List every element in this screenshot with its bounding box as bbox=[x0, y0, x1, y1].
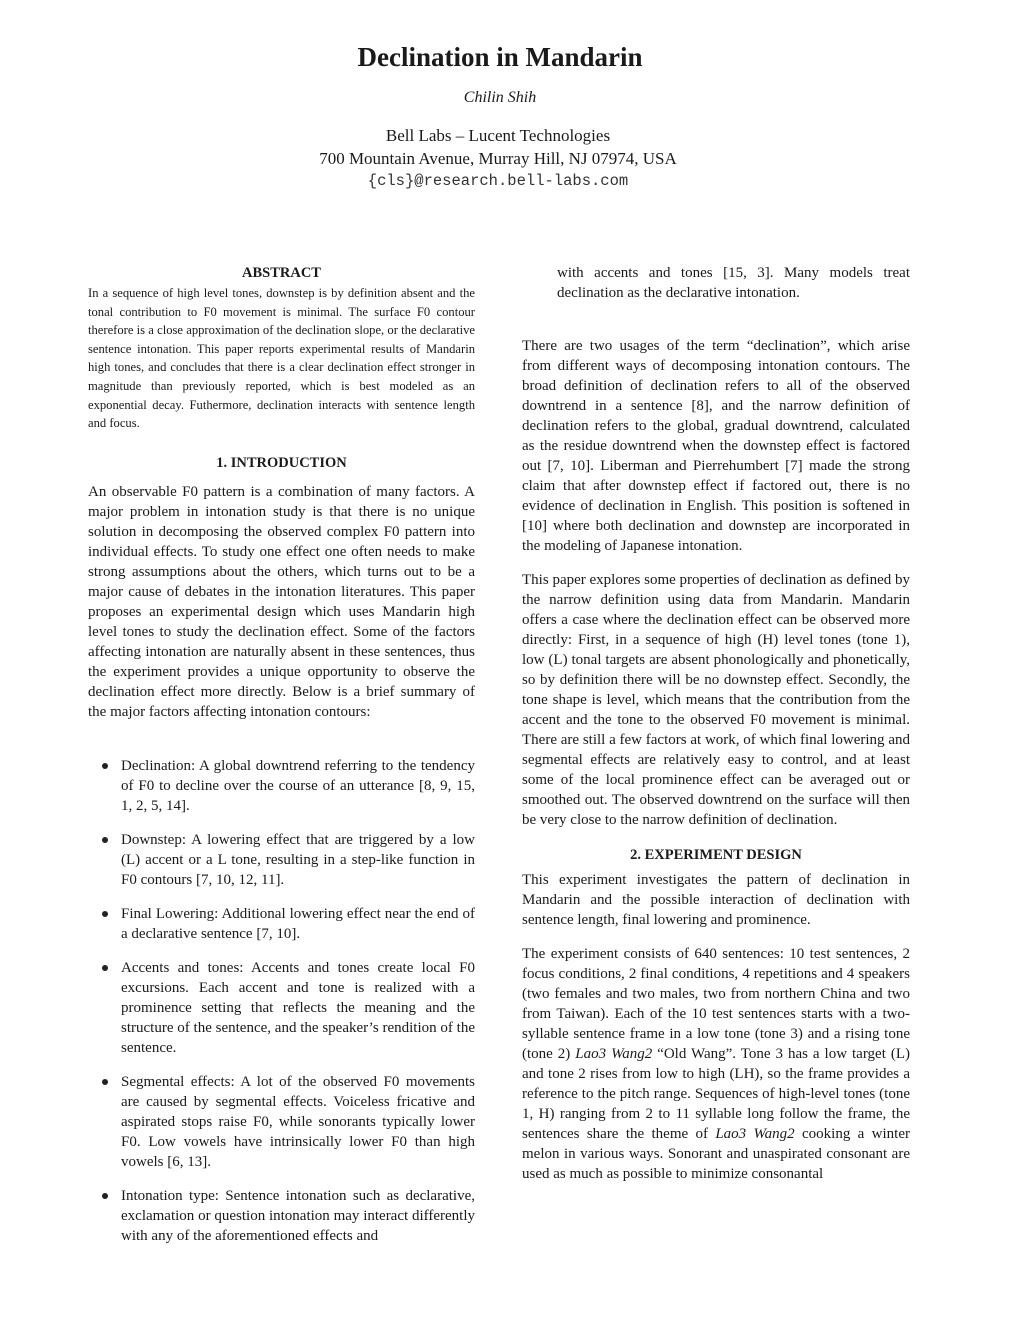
bullet-icon bbox=[102, 965, 108, 971]
left-column bbox=[88, 263, 475, 1260]
right-column bbox=[522, 263, 910, 1184]
bullet-icon bbox=[102, 763, 108, 769]
list-item bbox=[88, 1072, 475, 1172]
list-item bbox=[88, 958, 475, 1058]
abstract-heading: ABSTRACT bbox=[242, 265, 321, 281]
list-item bbox=[88, 1186, 475, 1246]
list-item-text: Final Lowering: Additional lowering effect near the end of a declarative sentence [7, 10]. bbox=[121, 905, 475, 942]
experiment-design-paragraph bbox=[522, 944, 910, 1184]
email-address: {cls}@research.bell-labs.com bbox=[367, 172, 629, 190]
affiliation-block bbox=[0, 124, 996, 193]
text-span: “Old Wang”. Tone 3 has a low target (L) and tone 2 rises from low to high (LH), so the frame provides a reference to the pitch range. Sequences of high-level tones (tone 1, H) ranging from 2 to 11 syllable long follow the frame, the sentences share the theme of bbox=[522, 1046, 911, 1142]
factor-list bbox=[88, 756, 475, 1246]
list-item bbox=[88, 756, 475, 816]
list-item-text: Segmental effects: A lot of the observed F0 movements are caused by segmental effects. Voiceless fricative and aspirated stops raise F0, while sonorants typically lower F0. Low vowels have intrinsically lower F0 than high vowels [6, 13]. bbox=[121, 1073, 475, 1170]
bullet-icon bbox=[102, 1079, 108, 1085]
list-item-text: Accents and tones: Accents and tones create local F0 excursions. Each accent and tone is realized with a prominence setting that reflects the meaning and the structure of the sentence, and the speaker’s rendition of the sentence. bbox=[121, 959, 475, 1056]
italic-term: Lao3 Wang2 bbox=[715, 1126, 795, 1142]
author-name: Chilin Shih bbox=[463, 89, 537, 106]
bullet-continuation: with accents and tones [15, 3]. Many models treat declination as the declarative intonation. bbox=[557, 265, 910, 301]
text-span: cooking a winter melon in various ways. Sonorant and unaspirated consonant are used as much as possible to minimize consonantal bbox=[522, 1126, 910, 1182]
mandarin-paragraph: This paper explores some properties of declination as defined by the narrow definition using data from Mandarin. Mandarin offers a case where the declination effect can be observed more directly: First, in a sequence of high (H) level tones (tone 1), low (L) tonal targets are absent phonologically and phonetically, so by definition there will be no downstep effect. Secondly, the tone shape is level, which means that the contribution from the accent and the tone to the observed F0 movement is minimal. There are still a few factors at work, of which final lowering and segmental effects are relatively easy to control, and at least some of the local prominence effect can be averaged out or smoothed out. The observed downtrend on the surface will then be very close to the narrow definition of declination. bbox=[522, 572, 910, 828]
italic-term: Lao3 Wang2 bbox=[575, 1046, 653, 1062]
introduction-heading: 1. INTRODUCTION bbox=[216, 454, 347, 471]
paper-title: Declination in Mandarin bbox=[357, 42, 643, 72]
bullet-icon bbox=[102, 837, 108, 843]
declination-definition-paragraph: There are two usages of the term “declination”, which arise from different ways of decomposing intonation contours. The broad definition of declination refers to all of the observed downtrend in a sentence [8], and the narrow definition of declination refers to the global, gradual downtrend, calculated as the residue downtrend when the downstep effect is factored out [7, 10]. Liberman and Pierrehumbert [7] made the strong claim that after downstep effect if factored out, there is no evidence of declination in English. This position is softened in [10] where both declination and downstep are incorporated in the modeling of Japanese intonation. bbox=[522, 338, 910, 554]
affiliation: Bell Labs – Lucent Technologies bbox=[385, 126, 611, 145]
abstract-text: In a sequence of high level tones, downstep is by definition absent and the tonal contribution to F0 movement is minimal. The surface F0 contour therefore is a close approximation of the declination slope, or the declarative sentence intonation. This paper reports experimental results of Mandarin high tones, and concludes that there is a clear declination effect stronger in magnitude than previously reported, which is best modeled as an exponential decay. Futhermore, declination interacts with sentence length and focus. bbox=[88, 286, 475, 431]
experiment-intro-paragraph: This experiment investigates the pattern of declination in Mandarin and the possible interaction of declination with sentence length, final lowering and prominence. bbox=[522, 872, 910, 928]
list-item-text: Downstep: A lowering effect that are triggered by a low (L) accent or a L tone, resulting in a step-like function in F0 contours [7, 10, 12, 11]. bbox=[121, 831, 475, 888]
list-item bbox=[88, 830, 475, 890]
address: 700 Mountain Avenue, Murray Hill, NJ 07974, USA bbox=[319, 149, 677, 168]
text-span: The experiment consists of 640 sentences: 10 test sentences, 2 focus conditions, 2 final conditions, 4 repetitions and 4 speakers (two females and two males, two from northern China and two from Taiwan). Each of the 10 test sentences starts with a two-syllable sentence frame in a low tone (tone 3) and a rising tone (tone 2) bbox=[522, 946, 910, 1062]
list-item-text: Intonation type: Sentence intonation such as declarative, exclamation or question intonation may interact differently with any of the aforementioned effects and bbox=[121, 1187, 475, 1244]
bullet-icon bbox=[102, 1193, 108, 1199]
bullet-icon bbox=[102, 911, 108, 917]
introduction-paragraph: An observable F0 pattern is a combination of many factors. A major problem in intonation study is that there is no unique solution in decomposing the observed complex F0 pattern into individual effects. To study one effect one often needs to make strong assumptions about the others, which turns out to be a major cause of debates in the intonation literatures. This paper proposes an experimental design which uses Mandarin high level tones to study the declination effect. Some of the factors affecting intonation are naturally absent in these sentences, thus the experiment provides a unique opportunity to observe the declination effect more directly. Below is a brief summary of the major factors affecting intonation contours: bbox=[88, 483, 475, 720]
list-item bbox=[88, 904, 475, 944]
list-item-text: Declination: A global downtrend referring to the tendency of F0 to decline over the course of an utterance [8, 9, 15, 1, 2, 5, 14]. bbox=[121, 757, 475, 814]
experiment-heading: 2. EXPERIMENT DESIGN bbox=[630, 847, 802, 863]
